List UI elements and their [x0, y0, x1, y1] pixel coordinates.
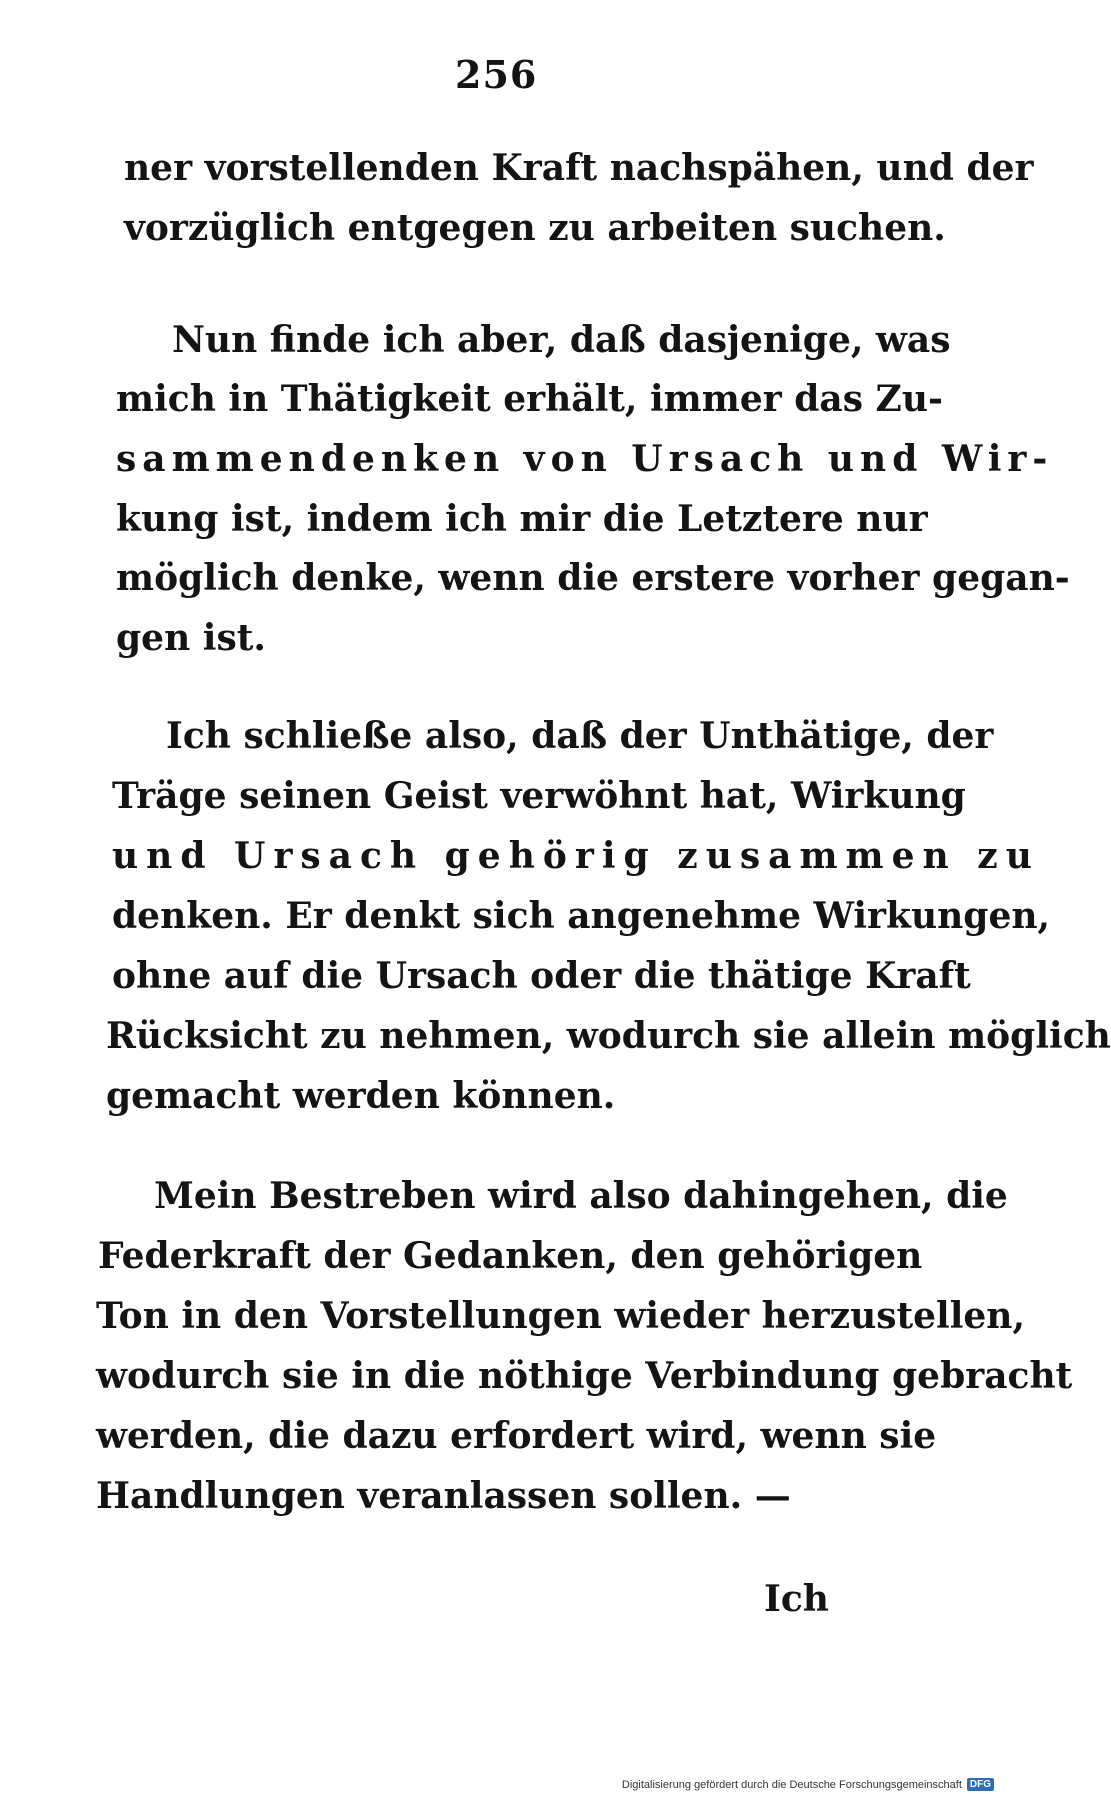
- text-line: Federkraft der Gedanken, den gehörigen: [98, 1235, 923, 1277]
- text-line: kung ist, indem ich mir die Letztere nur: [116, 498, 928, 540]
- text-line: Handlungen veranlassen sollen. —: [96, 1475, 791, 1517]
- text-line: Nun finde ich aber, daß dasjenige, was: [172, 319, 951, 361]
- dfg-logo: DFG: [967, 1778, 994, 1791]
- text-line: Mein Bestreben wird also dahingehen, die: [154, 1175, 1008, 1217]
- catchword: Ich: [764, 1578, 829, 1620]
- digitization-credit: [622, 1778, 994, 1791]
- text-line: ohne auf die Ursach oder die thätige Kraft: [112, 955, 971, 997]
- text-line: werden, die dazu erfordert wird, wenn sie: [96, 1415, 937, 1457]
- text-line: wodurch sie in die nöthige Verbindung gebracht: [96, 1355, 1073, 1397]
- credit-text: Digitalisierung gefördert durch die Deutsche Forschungsgemeinschaft: [621, 1778, 962, 1791]
- text-line: denken. Er denkt sich angenehme Wirkungen,: [112, 895, 1051, 937]
- text-line: Ton in den Vorstellungen wieder herzustellen,: [96, 1295, 1026, 1337]
- text-line: mich in Thätigkeit erhält, immer das Zu-: [116, 378, 943, 420]
- text-line: und Ursach gehörig zusammen zu: [112, 835, 1040, 877]
- text-line: gen ist.: [116, 617, 266, 659]
- text-line: ner vorstellenden Kraft nachspähen, und der: [124, 147, 1034, 189]
- text-line: vorzüglich entgegen zu arbeiten suchen.: [124, 207, 946, 249]
- page-number: 256: [455, 52, 538, 97]
- text-line: sammendenken von Ursach und Wir-: [116, 438, 1054, 480]
- text-line: Träge seinen Geist verwöhnt hat, Wirkung: [112, 775, 966, 817]
- text-line: Rücksicht zu nehmen, wodurch sie allein möglich: [106, 1015, 1111, 1057]
- text-line: gemacht werden können.: [106, 1075, 616, 1117]
- text-line: möglich denke, wenn die erstere vorher gegan-: [116, 557, 1070, 599]
- text-line: Ich schließe also, daß der Unthätige, der: [166, 715, 994, 757]
